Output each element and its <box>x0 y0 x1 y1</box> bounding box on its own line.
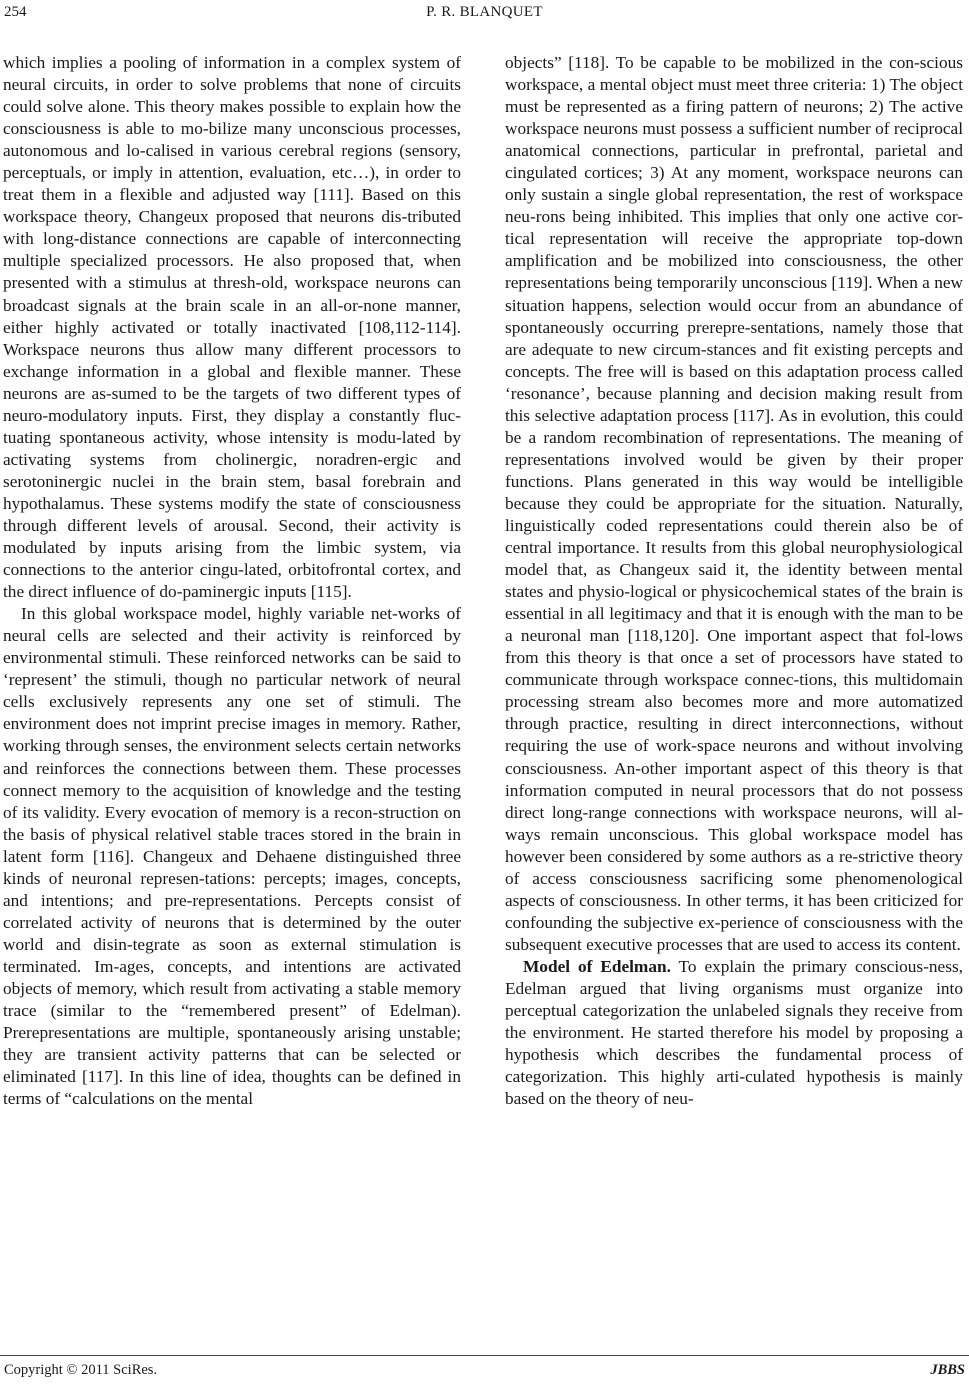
right-column <box>505 52 963 1110</box>
paragraph-model-of-edelman <box>505 956 963 1110</box>
left-column <box>3 52 461 1110</box>
page-number: 254 <box>4 4 27 20</box>
footer-divider <box>0 1355 969 1356</box>
journal-abbreviation: JBBS <box>930 1362 965 1378</box>
paragraph-mental-objects: objects” [118]. To be capable to be mobilized in the con-scious workspace, a mental object must meet three criteria: 1) The object must be represented as a firing pattern of neurons; 2) The active workspace neurons must possess a sufficient number of reciprocal anatomical connections, particular in prefrontal, parietal and cingulated cortices; 3) At any moment, workspace neurons can only sustain a single global representation, the rest of workspace neu-rons being inhibited. This implies that only one active cor-tical representation will receive the appropriate top-down amplification and be mobilized into consciousness, the other representations being temporarily unconscious [119]. When a new situation happens, selection would occur from an abundance of spontaneously occurring prerepre-sentations, namely those that are adequate to new circum-stances and fit existing percepts and concepts. The free will is based on this adaptation process called ‘resonance’, because planning and decision making result from this selective adaptation process [117]. As in evolution, this could be a random recombination of representations. The meaning of representations involved would be given by their proper functions. Plans generated in this way would be intelligible because they could be appropriate for the situation. Naturally, linguistically coded representations could therein also be of central importance. It results from this global neurophysiological model that, as Changeux said it, the identity between mental states and physio-logical or physicochemical states of the brain is essential in all legitimacy and that it is enough with the man to be a neuronal man [118,120]. One important aspect that fol-lows from this theory is that once a set of processors have stated to communicate through workspace connec-tions, this multidomain processing stream also becomes more and more automatized through practice, resulting in direct interconnections, without requiring the use of work-space neurons and without involving consciousness. An-other important aspect of this theory is that information computed in neural processors that do not possess direct long-range connections with workspace neurons, will al-ways remain unconscious. This global workspace model has however been considered by some authors as a re-strictive theory of access consciousness sacrificing some phenomenological aspects of consciousness. In other terms, it has been criticized for confounding the subjective ex-perience of consciousness with the subsequent executive processes that are used to access its content. <box>505 53 963 954</box>
paragraph-global-workspace-model: In this global workspace model, highly variable net-works of neural cells are selected and their activity is reinforced by environmental stimuli. These reinforced networks can be said to ‘represent’ the stimuli, though no particular network of neural cells exclusively represents any one set of stimuli. The environment does not imprint precise images in memory. Rather, working through senses, the environment selects certain networks and reinforces the connections between them. These processes connect memory to the acquisition of knowledge and the testing of its validity. Every evocation of memory is a recon-struction on the basis of physical relativel stable traces stored in the brain in latent form [116]. Changeux and Dehaene distinguished three kinds of neuronal represen-tations: percepts; images, concepts, and intentions; and pre-representations. Percepts consist of correlated activity of neurons that is determined by the outer world and disin-tegrate as soon as external stimulation is terminated. Im-ages, concepts, and intentions are activated objects of memory, which result from activating a stable memory trace (similar to the “remembered present” of Edelman). Prerepresentations are multiple, spontaneously arising unstable; they are transient activity patterns that can be selected or eliminated [117]. In this line of idea, thoughts can be defined in terms of “calculations on the mental <box>3 604 461 1109</box>
paragraph-workspace-theory: which implies a pooling of information in a complex system of neural circuits, in order to solve problems that none of circuits could solve alone. This theory makes possible to explain how the consciousness is able to mo-bilize many unconscious processes, autonomous and lo-calised in various cerebral regions (sensory, perceptuals, or imply in attention, evaluation, etc…), in order to treat them in a flexible and adjusted way [111]. Based on this workspace theory, Changeux proposed that neurons dis-tributed with long-distance connections are capable of interconnecting multiple specialized processors. He also proposed that, when presented with a stimulus at thresh-old, workspace neurons can broadcast signals at the brain scale in an all-or-none manner, either highly activated or totally inactivated [108,112-114]. Workspace neurons thus allow many different processors to exchange information in a global and flexible manner. These neurons are as-sumed to be the targets of two different types of neuro-modulatory inputs. First, they display a constantly fluc-tuating spontaneous activity, whose intensity is modu-lated by activating systems from cholinergic, noradren-ergic and serotoninergic nuclei in the brain stem, basal forebrain and hypothalamus. These systems modify the state of consciousness through different levels of arousal. Second, their activity is modulated by inputs arising from the limbic system, via connections to the anterior cingu-lated, orbitofrontal cortex, and the direct influence of do-paminergic inputs [115]. <box>3 53 461 602</box>
edelman-body-text: To explain the primary conscious-ness, Edelman argued that living organisms must organize into perceptual categorization the unlabeled signals they receive from the environment. He started therefore his model by proposing a hypothesis which describes the fundamental process of categorization. This highly arti-culated hypothesis is mainly based on the theory of neu- <box>505 956 963 1109</box>
section-heading-edelman: Model of Edelman. <box>523 956 671 976</box>
running-title: P. R. BLANQUET <box>426 4 543 20</box>
copyright-notice: Copyright © 2011 SciRes. <box>4 1362 158 1378</box>
